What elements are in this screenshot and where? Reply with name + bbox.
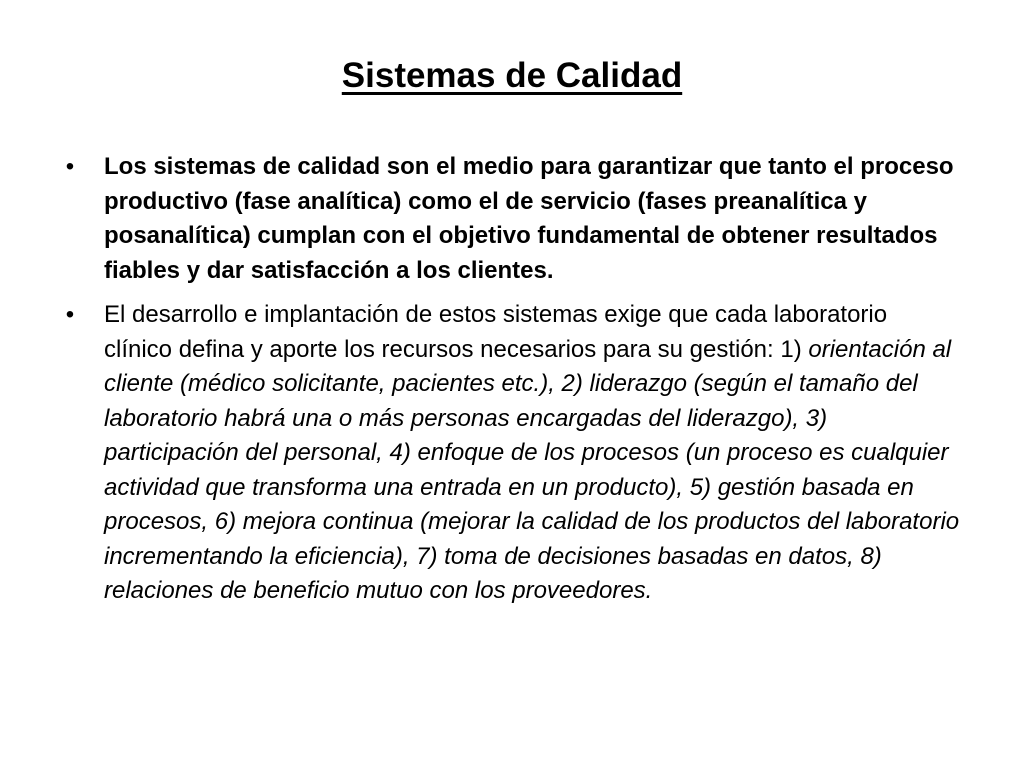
slide-title-text: Sistemas de Calidad [341,56,683,95]
bullet-item-2 [60,298,960,609]
bullet-text-2-list: orientación al cliente (médico solicitante, pacientes etc.), 2) liderazgo (según el tamaño del laboratorio habrá una o más personas encargadas del liderazgo), 3) participación del personal, 4) enfoque de los procesos (un proceso es cualquier actividad que transforma una entrada en un producto), 5) gestión basada en procesos, 6) mejora continua (mejorar la calidad de los productos del laboratorio incrementando la eficiencia), 7) toma de decisiones basadas en datos, 8) relaciones de beneficio mutuo con los proveedores. [104,335,960,604]
bullet-list [60,150,960,609]
bullet-marker: • [65,153,75,180]
slide-title [0,52,1024,100]
bullet-item-1 [60,150,960,288]
bullet-marker: • [65,301,75,328]
bullet-text-2-intro: El desarrollo e implantación de estos sistemas exige que cada laboratorio clínico defina y aporte los recursos necesarios para su gestión: 1) [104,301,888,363]
bullet-text-1: Los sistemas de calidad son el medio para garantizar que tanto el proceso productivo (fase analítica) como el de servicio (fases preanalítica y posanalítica) cumplan con el objetivo fundamental de obtener resultados fiables y dar satisfacción a los clientes. [104,153,954,284]
